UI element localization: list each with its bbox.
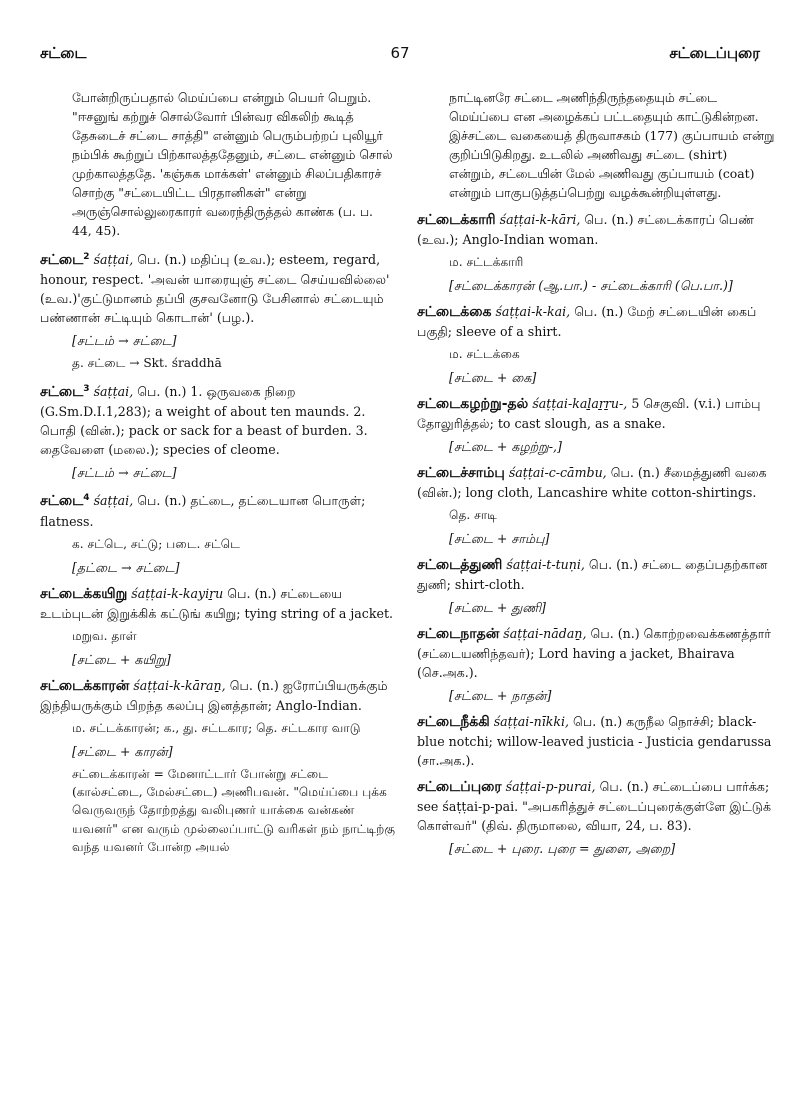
dictionary-entry (40, 584, 396, 669)
entry-headword: சட்டை (40, 252, 84, 269)
entry-headword: சட்டைநீக்கி (417, 714, 490, 730)
entry-definition: 5 செகுவி. (v.i.) பாம்பு தோலுரித்தல்; to cast slough, as a snake. (417, 396, 761, 431)
entry-main (40, 248, 396, 327)
entry-definition: பெ. (n.) மதிப்பு (உவ.); esteem, regard, honour, respect. 'அவன் யாரையுஞ் சட்டை செய்யவில்லை' (உவ.)'குட்டுமானம் தப்பி குசவனோடு பேசினால் சட்டையும் பண்ணான் சட்டியும் கொடான்' (பழ.). (40, 252, 390, 326)
entry-headword: சட்டைகழற்று-தல் (417, 396, 529, 412)
right-column (417, 88, 777, 865)
entry-definition: பெ. (n.) ஐரோப்பியருக்கும் இந்தியருக்கும் பிறந்த கலப்பு இனத்தான்; Anglo-Indian. (40, 677, 388, 713)
entry-transliteration: śaṭṭai-t-tuṇi, (506, 557, 585, 572)
header-right-guideword: சட்டைப்புரை (669, 44, 760, 62)
continuation-text: போன்றிருப்பதால் மெய்ப்பை என்றும் பெயர் பெறும். "ஈசனுங் கற்றுச் சொல்வோர் பின்வர விகலிற் கூடித் தேசுடைச் சட்டை சாத்தி" என்னும் பெரும்பற்றப் புலியூர் நம்பிக் கூற்றுப் பிற்காலத்ததேனும், சட்டை என்னும் சொல் முற்காலத்ததே. 'கஞ்சுக மாக்கள்' என்னும் சிலப்பதிகாரச் சொற்கு "சட்டையிட்ட பிரதானிகள்" என்று அருஞ்சொல்லுரைகாரர் வரைந்திருத்தல் காண்க (ப. ப. 44, 45). (72, 90, 393, 238)
page-header (40, 44, 760, 70)
entry-definition: பெ. (n.) கருநீல நொச்சி; black-blue notchi; willow-leaved justicia - Justicia gendarussa (சா.அக.). (417, 714, 772, 768)
sense-number: 4 (83, 493, 90, 504)
entry-headword: சட்டைநாதன் (417, 626, 500, 642)
entry-transliteration: śaṭṭai-c-cāmbu, (508, 465, 607, 480)
entry-transliteration: śaṭṭai-nīkki, (493, 714, 570, 729)
entry-definition: பெ. (n.) தட்டை, தட்டையான பொருள்; flatness. (40, 493, 366, 529)
entry-main (40, 380, 396, 459)
dictionary-entry (417, 463, 777, 548)
cognate-line: ம. சட்டக்காரி (449, 255, 524, 269)
entry-definition: பெ. (n.) கொற்றவைக்கணத்தார் (சட்டையணிந்தவர்); Lord having a jacket, Bhairava (செ.அக.). (417, 626, 771, 680)
continuation-text: நாட்டினரே சட்டை அணிந்திருந்ததையும் சட்டை மெய்ப்பை என அழைக்கப் பட்டதையும் காட்டுகின்றன. இச்சட்டை வகையைத் திருவாசகம் (177) குப்பாயம் என்று குறிப்பிடுகிறது. உடலில் அணிவது சட்டை (shirt) என்றும், சட்டையின் மேல் அணிவது குப்பாயம் (coat) என்றும் பாகுபடுத்தப்பெற்று வழக்கூன்றியுள்ளது. (449, 90, 775, 200)
etymology-line: [சட்டை + நாதன்] (449, 688, 552, 703)
etymology-line: [சட்டை + கழற்று-,] (449, 439, 562, 454)
dictionary-entry (40, 489, 396, 576)
entry-transliteration: śaṭṭai-k-kayiṟu (131, 585, 224, 601)
cognate-line: ம. சட்டக்கை (449, 347, 520, 361)
etymology-line: [சட்டைக்காரன் (ஆ.பா.) - சட்டைக்காரி (பெ.பா.)] (449, 278, 733, 293)
entry-definition: பெ. (n.) சட்டைக்காரப் பெண் (உவ.); Anglo-Indian woman. (417, 212, 755, 247)
entry-headword: சட்டைக்காரி (417, 212, 496, 228)
entry-headword: சட்டைக்கயிறு (40, 585, 128, 602)
dictionary-entry (40, 676, 396, 857)
dictionary-entry (417, 777, 777, 858)
entry-transliteration: śaṭṭai-nādaṉ, (503, 626, 587, 641)
cognate-line: ம. சட்டக்காரன்; க., து. சட்டகார; தெ. சட்டகார வாடு (72, 720, 361, 735)
cognate-line: மறுவ. தாள் (72, 628, 137, 643)
dictionary-entry (417, 712, 777, 770)
dictionary-entry (40, 380, 396, 482)
dictionary-entry (417, 302, 777, 387)
entry-definition: பெ. (n.) சட்டையை உடம்புடன் இறுக்கிக் கட்டுங் கயிறு; tying string of a jacket. (40, 585, 394, 621)
entry-headword: சட்டைக்காரன் (40, 677, 130, 694)
entry-headword: சட்டைப்புரை (417, 779, 502, 795)
entry-main (417, 777, 777, 835)
etymology-line: [சட்டம் → சட்டை] (72, 333, 177, 349)
entry-transliteration: śaṭṭai, (93, 493, 134, 509)
entry-transliteration: śaṭṭai-k-kāraṉ, (133, 677, 226, 693)
entry-transliteration: śaṭṭai, (93, 252, 134, 268)
entry-headword: சட்டைத்துணி (417, 557, 503, 573)
page-number: 67 (390, 44, 410, 62)
cognate-line: தெ. சாடி (449, 508, 497, 522)
entry-definition: பெ. (n.) சட்டைப்பை பார்க்க; see śaṭṭai-p-pai. "அபகரித்துச் சட்டைப்புரைக்குள்ளே இட்டுக் கொள்வர்" (திவ். திருமாலை, வியா, 24, ப. 83). (417, 779, 772, 833)
etymology-line: [சட்டை + துணி] (449, 600, 546, 615)
entry-transliteration: śaṭṭai-p-purai, (505, 779, 596, 794)
entry-main (417, 712, 777, 770)
header-left-guideword: சட்டை (40, 44, 87, 62)
dictionary-entry (417, 394, 777, 456)
dictionary-entry (40, 248, 396, 373)
entry-main (40, 676, 396, 715)
left-column (40, 88, 396, 864)
entry-headword: சட்டை (40, 384, 84, 401)
etymology-line: [சட்டை + கை] (449, 370, 537, 385)
entry-transliteration: śaṭṭai-k-kai, (495, 304, 571, 319)
etymology-line: [சட்டம் → சட்டை] (72, 465, 177, 481)
entry-main (417, 210, 777, 249)
sense-number: 3 (83, 384, 90, 395)
usage-note: சட்டைக்காரன் = மேனாட்டார் போன்று சட்டை (கால்சட்டை, மேல்சட்டை) அணிபவன். "மெய்ப்பை புக்க வெருவருந் தோற்றத்து வலிபுணர் யாக்கை வன்கண் யவனர்" என வரும் முல்லைப்பாட்டு வரிகள் நம் நாட்டிற்கு வந்த யவனர் போன்ற அயல் (72, 766, 396, 855)
entry-main (417, 394, 777, 433)
entry-main (40, 489, 396, 530)
entry-headword: சட்டை (40, 493, 84, 510)
entry-main (417, 555, 777, 594)
entry-transliteration: śaṭṭai, (93, 384, 134, 400)
dictionary-entry (417, 624, 777, 705)
etymology-line: [சட்டை + சாம்பு] (449, 531, 550, 546)
entry-main (417, 463, 777, 502)
entry-main (417, 302, 777, 341)
entry-definition: பெ. (n.) சீமைத்துணி வகை (வின்.); long cloth, Lancashire white cotton-shirtings. (417, 465, 767, 500)
entry-transliteration: śaṭṭai-k-kāri, (499, 212, 581, 227)
entry-headword: சட்டைக்கை (417, 304, 492, 320)
etymology-line: [சட்டை + கயிறு] (72, 651, 171, 667)
entry-main (40, 584, 396, 623)
entry-definition: பெ. (n.) 1. ஒருவகை நிறை (G.Sm.D.I.1,283); a weight of about ten maunds. 2. பொதி (வின்.); pack or sack for a beast of burden. 3. தைவேளை (மலை.); species of cleome. (40, 384, 368, 458)
entry-headword: சட்டைச்சாம்பு (417, 465, 505, 481)
entry-definition: பெ. (n.) மேற் சட்டையின் கைப் பகுதி; sleeve of a shirt. (417, 304, 757, 339)
entry-transliteration: śaṭṭai-kaḻaṟṟu-, (532, 396, 628, 411)
dictionary-entry (417, 555, 777, 617)
etymology-line: [தட்டை → சட்டை] (72, 559, 180, 575)
etymology-line: [சட்டை + புரை. புரை = துளை, அறை] (449, 841, 676, 856)
etymology-line: [சட்டை + காரன்] (72, 743, 173, 759)
entry-definition: பெ. (n.) சட்டை தைப்பதற்கான துணி; shirt-cloth. (417, 557, 768, 592)
dictionary-entry (417, 210, 777, 295)
entry-main (417, 624, 777, 682)
cognate-line: க. சட்டெ, சட்டு; படை. சட்டெ (72, 536, 240, 551)
cognate-line: த. சட்டை → Skt. śraddhā (72, 356, 222, 371)
sense-number: 2 (83, 252, 90, 262)
